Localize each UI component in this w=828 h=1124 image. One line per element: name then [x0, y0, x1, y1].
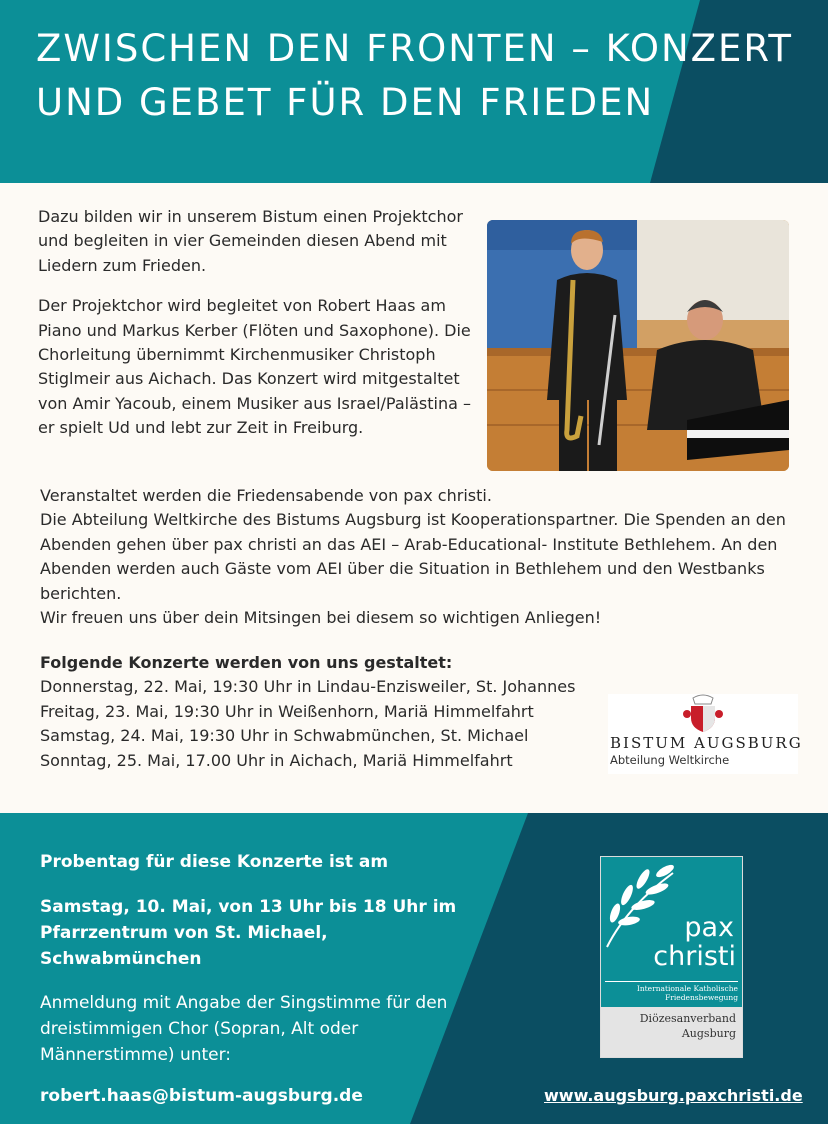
- pax-tagline-line-2: Friedensbewegung: [665, 993, 738, 1002]
- intro-text: [38, 205, 478, 457]
- organizer-text: [40, 484, 800, 630]
- bistum-augsburg-logo: [608, 694, 803, 774]
- contact-email-link[interactable]: robert.haas@bistum-augsburg.de: [40, 1086, 363, 1106]
- bistum-name: BISTUM AUGSBURG: [610, 734, 803, 752]
- organizer-line-2: Die Abteilung Weltkirche des Bistums Augsburg ist Kooperationspartner. Die Spenden an den Abenden gehen über pax christi an das AEI – Arab-Educational- Institute Bethlehem. An den Abenden werden auch Gäste vom AEI über die Situation in Bethlehem und den Westbanks berichten.: [40, 510, 786, 603]
- musicians-photo-illustration: [487, 220, 789, 471]
- concert-item: Sonntag, 25. Mai, 17.00 Uhr in Aichach, Mariä Himmelfahrt: [40, 750, 513, 770]
- concert-item: Samstag, 24. Mai, 19:30 Uhr in Schwabmünchen, St. Michael: [40, 726, 529, 746]
- musicians-photo: [487, 220, 789, 471]
- dioezesanverband-label: [601, 1007, 742, 1057]
- pax-word: pax: [684, 912, 734, 943]
- rehearsal-date-place: Samstag, 10. Mai, von 13 Uhr bis 18 Uhr im Pfarrzentrum von St. Michael, Schwabmünchen: [40, 897, 457, 969]
- concert-list-heading: Folgende Konzerte werden von uns gestaltet:: [40, 653, 453, 672]
- concert-item: Freitag, 23. Mai, 19:30 Uhr in Weißenhorn, Mariä Himmelfahrt: [40, 701, 534, 721]
- registration-text: Anmeldung mit Angabe der Singstimme für den dreistimmigen Chor (Sopran, Alt oder Männerstimme) unter:: [40, 993, 448, 1065]
- organizer-line-1: Veranstaltet werden die Friedensabende von pax christi.: [40, 486, 492, 505]
- dioezesanverband-line-1: Diözesanverband: [639, 1012, 736, 1025]
- concert-list: [40, 651, 620, 773]
- probentag-heading: Probentag für diese Konzerte ist am: [40, 852, 389, 872]
- intro-paragraph-2: Der Projektchor wird begleitet von Robert Haas am Piano und Markus Kerber (Flöten und Saxophone). Die Chorleitung übernimmt Kirchenmusiker Christoph Stiglmeir aus Aichach. Das Konzert wird mitgestaltet von Amir Yacoub, einem Musiker aus Israel/Palästina – er spielt Ud und lebt zur Zeit in Freiburg.: [38, 296, 471, 438]
- website-link[interactable]: www.augsburg.paxchristi.de: [544, 1086, 803, 1105]
- pax-tagline-line-1: Internationale Katholische: [636, 984, 738, 993]
- christi-word: christi: [653, 941, 736, 972]
- olive-branch-icon: [603, 863, 683, 953]
- header-banner: [0, 0, 828, 183]
- page-title: [36, 22, 816, 130]
- dioezesanverband-line-2: Augsburg: [681, 1027, 736, 1040]
- coat-of-arms-icon: [681, 694, 725, 734]
- title-line-2: UND GEBET FÜR DEN FRIEDEN: [36, 81, 655, 124]
- pax-tagline: [605, 981, 738, 1002]
- intro-paragraph-1: Dazu bilden wir in unserem Bistum einen Projektchor und begleiten in vier Gemeinden diesen Abend mit Liedern zum Frieden.: [38, 207, 463, 275]
- bistum-subtitle: Abteilung Weltkirche: [610, 753, 730, 767]
- concert-item: Donnerstag, 22. Mai, 19:30 Uhr in Lindau-Enzisweiler, St. Johannes: [40, 677, 576, 697]
- title-line-1: ZWISCHEN DEN FRONTEN – KONZERT: [36, 27, 793, 70]
- pax-christi-logo: [600, 856, 743, 1058]
- organizer-line-3: Wir freuen uns über dein Mitsingen bei diesem so wichtigen Anliegen!: [40, 608, 602, 628]
